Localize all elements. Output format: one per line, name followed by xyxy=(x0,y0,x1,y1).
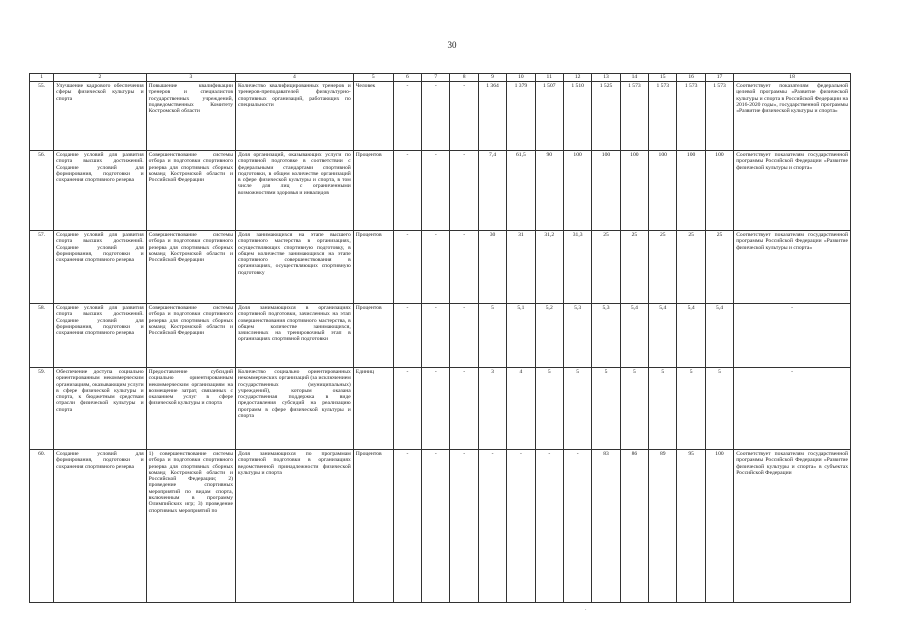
row-number: 57. xyxy=(30,231,54,304)
value-cell: - xyxy=(422,450,450,603)
column-header: 1 xyxy=(30,74,54,82)
value-cell: 100 xyxy=(592,151,620,231)
value-cell: 100 xyxy=(649,151,677,231)
header-row xyxy=(30,74,851,82)
column-header: 11 xyxy=(535,74,563,82)
value-cell: - xyxy=(507,450,535,603)
value-cell: 5 xyxy=(677,368,705,450)
activity-cell: 1) совершенствование системы отбора и подготовки спортивного резерва для спортивных сборных команд Костромской области и Российской Федерации; 2) проведение спортивных мероприятий по видам спорта, включенным в программу Олимпийских игр; 3) проведение спортивных мероприятий по xyxy=(146,450,235,603)
goal-cell: Улучшение кадрового обеспечения сферы физической культуры и спорта xyxy=(54,82,147,151)
value-cell: 5 xyxy=(535,368,563,450)
row-number: 56. xyxy=(30,151,54,231)
row-number: 60. xyxy=(30,450,54,603)
value-cell: - xyxy=(393,151,421,231)
column-header: 3 xyxy=(146,74,235,82)
value-cell: 90 xyxy=(535,151,563,231)
value-cell: - xyxy=(422,82,450,151)
value-cell: 5,4 xyxy=(620,304,648,368)
value-cell: 5,3 xyxy=(563,304,591,368)
column-header: 9 xyxy=(478,74,506,82)
value-cell: - xyxy=(393,304,421,368)
goal-cell: Создание условий для формирования, подготовки и сохранения спортивного резерва xyxy=(54,450,147,603)
value-cell: 4 xyxy=(507,368,535,450)
value-cell: 1 364 xyxy=(478,82,506,151)
column-header: 10 xyxy=(507,74,535,82)
unit-cell: Единиц xyxy=(353,368,393,450)
column-header: 7 xyxy=(422,74,450,82)
note-cell: - xyxy=(734,368,851,450)
column-header: 5 xyxy=(353,74,393,82)
activity-cell: Совершенствование системы отбора и подготовки спортивного резерва для спортивных сборных команд Костромской области и Российской Федерации xyxy=(146,231,235,304)
value-cell: 5 xyxy=(563,368,591,450)
goal-cell: Создание условий для развития спорта высших достижений. Создание условий для формирования, подготовки и сохранения спортивного резерва xyxy=(54,304,147,368)
indicator-cell: Доля организаций, оказывающих услуги по спортивной подготовке в соответствии с федеральными стандартами спортивной подготовки, в общем количестве организаций в сфере физической культуры и спорта, в том числе для лиц с ограниченными возможностями здоровья и инвалидов xyxy=(236,151,354,231)
column-header: 4 xyxy=(236,74,354,82)
value-cell: - xyxy=(393,231,421,304)
activity-cell: Повышение квалификации тренеров и специалистов государственных учреждений, подведомственных Комитету Костромской области xyxy=(146,82,235,151)
unit-cell: Процентов xyxy=(353,151,393,231)
value-cell: - xyxy=(450,368,478,450)
value-cell: 1 379 xyxy=(507,82,535,151)
value-cell: 100 xyxy=(677,151,705,231)
value-cell: - xyxy=(450,450,478,603)
value-cell: 100 xyxy=(620,151,648,231)
column-header: 17 xyxy=(705,74,733,82)
value-cell: 5,4 xyxy=(649,304,677,368)
table-row xyxy=(30,368,851,450)
value-cell: 100 xyxy=(705,151,733,231)
activity-cell: Предоставление субсидий социально ориентированным некоммерческим организациям на возмещение затрат, связанных с оказанием услуг в сфере физической культуры и спорта xyxy=(146,368,235,450)
column-header: 6 xyxy=(393,74,421,82)
note-cell: Соответствует показателям государственной программы Российской Федерации «Развитие физической культуры и спорта» xyxy=(734,231,851,304)
value-cell: 1 573 xyxy=(620,82,648,151)
row-number: 55. xyxy=(30,82,54,151)
value-cell: 86 xyxy=(620,450,648,603)
value-cell: - xyxy=(393,450,421,603)
value-cell: 30 xyxy=(478,231,506,304)
value-cell: 31 xyxy=(507,231,535,304)
indicator-cell: Доля занимающихся в организациях спортивной подготовки, зачисленных на этап совершенствования спортивного мастерства, в общем количестве занимающихся, зачисленных на тренировочный этап в организациях спортивной подготовки xyxy=(236,304,354,368)
goal-cell: Обеспечение доступа социально ориентированным некоммерческим организациям, оказывающим услуги в сфере физической культуры и спорта, к бюджетным средствам отрасли физической культуры и спорта xyxy=(54,368,147,450)
value-cell: 25 xyxy=(677,231,705,304)
goal-cell: Создание условий для развития спорта высших достижений. Создание условий для формирования, подготовки и сохранения спортивного резерва xyxy=(54,151,147,231)
value-cell: 95 xyxy=(677,450,705,603)
note-cell: - xyxy=(734,304,851,368)
table-row xyxy=(30,304,851,368)
scan-mark: . xyxy=(585,606,587,612)
indicator-cell: Количество квалифицированных тренеров и тренеров-преподавателей физкультурно-спортивных организаций, работающих по специальности xyxy=(236,82,354,151)
indicator-cell: Доля занимающихся по программам спортивной подготовки в организациях ведомственной принадлежности физической культуры и спорта xyxy=(236,450,354,603)
value-cell: 25 xyxy=(649,231,677,304)
note-cell: Соответствует показателям государственной программы Российской Федерации «Развитие физической культуры и спорта» в субъектах Российской Федерации xyxy=(734,450,851,603)
note-cell: Соответствует показателям федеральной целевой программы «Развитие физической культуры и спорта в Российской Федерации на 2016-2020 годы», государственной программы «Развитие физической культуры и спорта» xyxy=(734,82,851,151)
value-cell: - xyxy=(393,82,421,151)
value-cell: - xyxy=(450,231,478,304)
indicators-table xyxy=(29,73,851,603)
note-cell: Соответствует показателям государственной программы Российской Федерации «Развитие физической культуры и спорта» xyxy=(734,151,851,231)
value-cell: 5 xyxy=(620,368,648,450)
table-row xyxy=(30,82,851,151)
indicator-cell: Количество социально ориентированных некоммерческих организаций (за исключением государственных (муниципальных) учреждений), которым оказана государственная поддержка в виде предоставления субсидий на реализацию программ в сфере физической культуры и спорта xyxy=(236,368,354,450)
value-cell: 89 xyxy=(649,450,677,603)
value-cell: 25 xyxy=(705,231,733,304)
value-cell: - xyxy=(563,450,591,603)
value-cell: 5,4 xyxy=(705,304,733,368)
goal-cell: Создание условий для развития спорта высших достижений. Создание условий для формирования, подготовки и сохранения спортивного резерва xyxy=(54,231,147,304)
value-cell: 5,3 xyxy=(592,304,620,368)
column-header: 2 xyxy=(54,74,147,82)
value-cell: - xyxy=(422,231,450,304)
value-cell: 5 xyxy=(478,304,506,368)
column-header: 12 xyxy=(563,74,591,82)
value-cell: 31,2 xyxy=(535,231,563,304)
value-cell: - xyxy=(450,82,478,151)
value-cell: 1 573 xyxy=(677,82,705,151)
indicator-cell: Доля занимающихся на этапе высшего спортивного мастерства в организациях, осуществляющих спортивную подготовку, в общем количестве занимающихся на этапе спортивного совершенствования в организациях, осуществляющих спортивную подготовку xyxy=(236,231,354,304)
value-cell: 5,2 xyxy=(535,304,563,368)
value-cell: 1 507 xyxy=(535,82,563,151)
column-header: 14 xyxy=(620,74,648,82)
column-header: 15 xyxy=(649,74,677,82)
table-row xyxy=(30,151,851,231)
unit-cell: Процентов xyxy=(353,231,393,304)
value-cell: 5 xyxy=(705,368,733,450)
unit-cell: Процентов xyxy=(353,304,393,368)
value-cell: 1 525 xyxy=(592,82,620,151)
value-cell: - xyxy=(422,368,450,450)
value-cell: 5,1 xyxy=(507,304,535,368)
unit-cell: Процентов xyxy=(353,450,393,603)
activity-cell: Совершенствование системы отбора и подготовки спортивного резерва для спортивных сборных команд Костромской области и Российской Федерации xyxy=(146,151,235,231)
page-number: 30 xyxy=(447,40,457,50)
value-cell: 5 xyxy=(592,368,620,450)
value-cell: 7,4 xyxy=(478,151,506,231)
value-cell: 1 510 xyxy=(563,82,591,151)
value-cell: 1 573 xyxy=(649,82,677,151)
value-cell: - xyxy=(478,450,506,603)
value-cell: - xyxy=(535,450,563,603)
value-cell: 5 xyxy=(649,368,677,450)
value-cell: 3 xyxy=(478,368,506,450)
value-cell: 1 573 xyxy=(705,82,733,151)
value-cell: 61,5 xyxy=(507,151,535,231)
value-cell: 25 xyxy=(620,231,648,304)
table-row xyxy=(30,450,851,603)
value-cell: 100 xyxy=(563,151,591,231)
value-cell: 83 xyxy=(592,450,620,603)
column-header: 16 xyxy=(677,74,705,82)
row-number: 58. xyxy=(30,304,54,368)
value-cell: 100 xyxy=(705,450,733,603)
column-header: 8 xyxy=(450,74,478,82)
value-cell: - xyxy=(450,151,478,231)
activity-cell: Совершенствование системы отбора и подготовки спортивного резерва для спортивных сборных команд Костромской области и Российской Федерации xyxy=(146,304,235,368)
column-header: 18 xyxy=(734,74,851,82)
row-number: 59. xyxy=(30,368,54,450)
table-row xyxy=(30,231,851,304)
value-cell: - xyxy=(450,304,478,368)
value-cell: 5,4 xyxy=(677,304,705,368)
unit-cell: Человек xyxy=(353,82,393,151)
value-cell: - xyxy=(422,151,450,231)
value-cell: - xyxy=(393,368,421,450)
column-header: 13 xyxy=(592,74,620,82)
value-cell: 25 xyxy=(592,231,620,304)
value-cell: 31,3 xyxy=(563,231,591,304)
value-cell: - xyxy=(422,304,450,368)
